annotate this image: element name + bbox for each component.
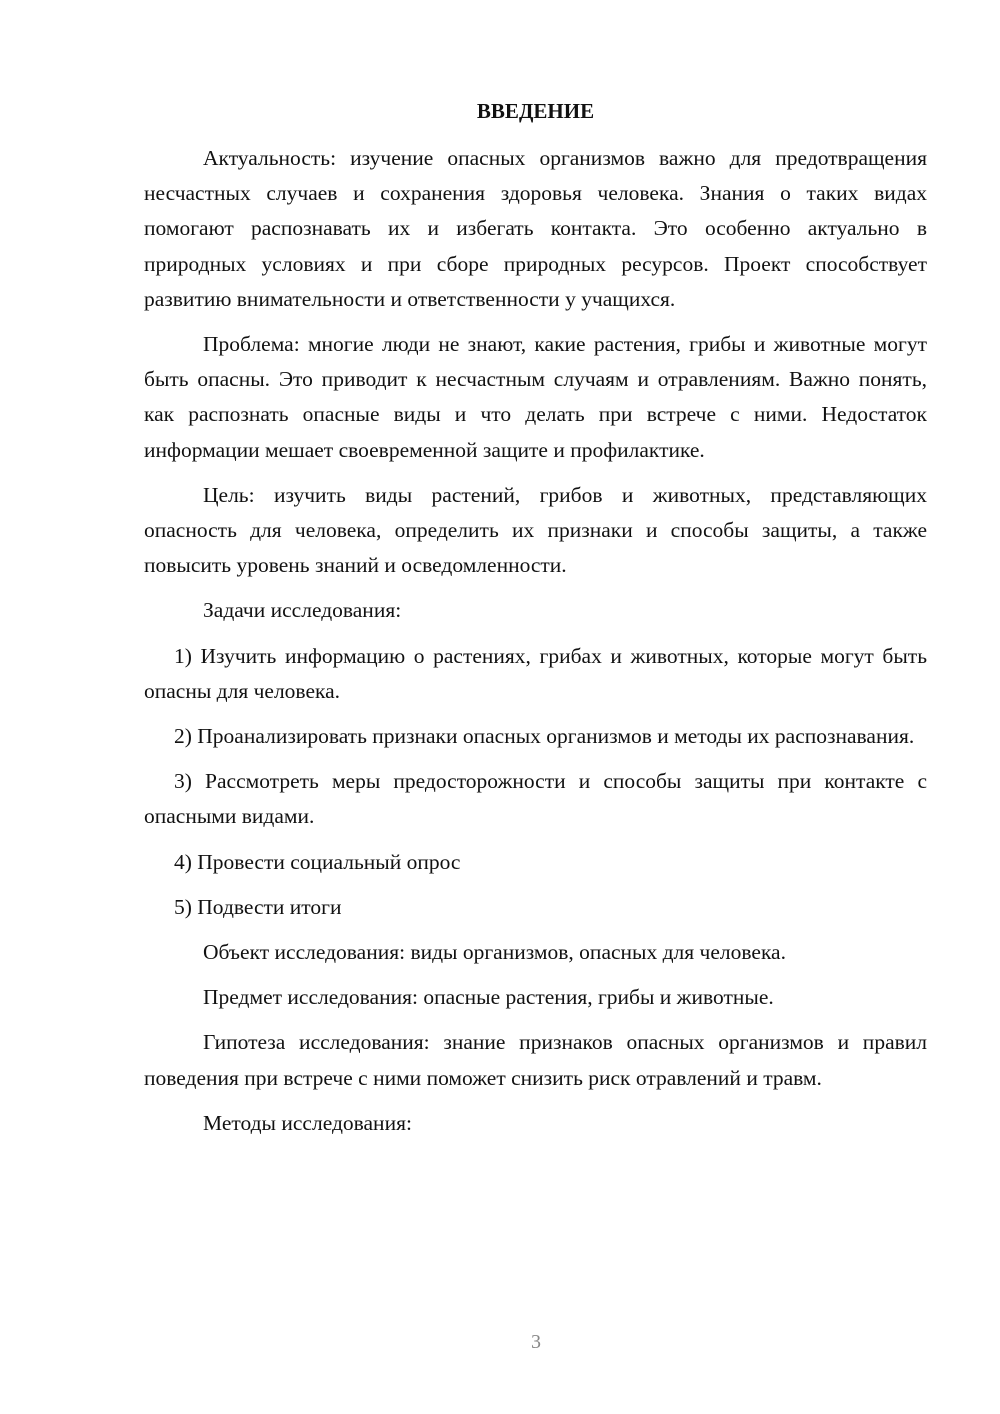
task-item-2: 2) Проанализировать признаки опасных организмов и методы их распознавания.	[174, 724, 915, 749]
relevance-paragraph: Актуальность: изучение опасных организмов важно для предотвращения несчастных случаев и сохранения здоровья человека. Знания о таких видах помогают распознавать их и избегать контакта. Это особенно актуально в природных условиях и при сборе природных ресурсов. Проект способствует развитию внимательности и ответственности у учащихся.	[144, 146, 927, 311]
subject-paragraph: Предмет исследования: опасные растения, грибы и животные.	[203, 985, 774, 1010]
problem-paragraph: Проблема: многие люди не знают, какие растения, грибы и животные могут быть опасны. Это приводит к несчастным случаям и отравлениям. Важно понять, как распознать опасные виды и что делать при встрече с ними. Недостаток информации мешает своевременной защите и профилактике.	[144, 332, 927, 462]
methods-heading: Методы исследования:	[203, 1110, 412, 1135]
task-item-5: 5) Подвести итоги	[174, 894, 342, 919]
hypothesis-paragraph: Гипотеза исследования: знание признаков опасных организмов и правил поведения при встрече с ними поможет снизить риск отравлений и травм.	[144, 1030, 927, 1090]
section-title: ВВЕДЕНИЕ	[476, 99, 595, 123]
task-item-3: 3) Рассмотреть меры предосторожности и способы защиты при контакте с опасными видами.	[144, 769, 927, 829]
object-paragraph: Объект исследования: виды организмов, опасных для человека.	[203, 940, 786, 965]
page-number: 3	[531, 1331, 541, 1353]
task-item-1: 1) Изучить информацию о растениях, грибах и животных, которые могут быть опасны для человека.	[144, 643, 927, 703]
task-item-4: 4) Провести социальный опрос	[174, 849, 461, 874]
document-page	[144, 94, 927, 1151]
goal-paragraph: Цель: изучить виды растений, грибов и животных, представляющих опасность для человека, определить их признаки и способы защиты, а также повысить уровень знаний и осведомленности.	[144, 482, 927, 578]
tasks-heading: Задачи исследования:	[203, 598, 402, 623]
